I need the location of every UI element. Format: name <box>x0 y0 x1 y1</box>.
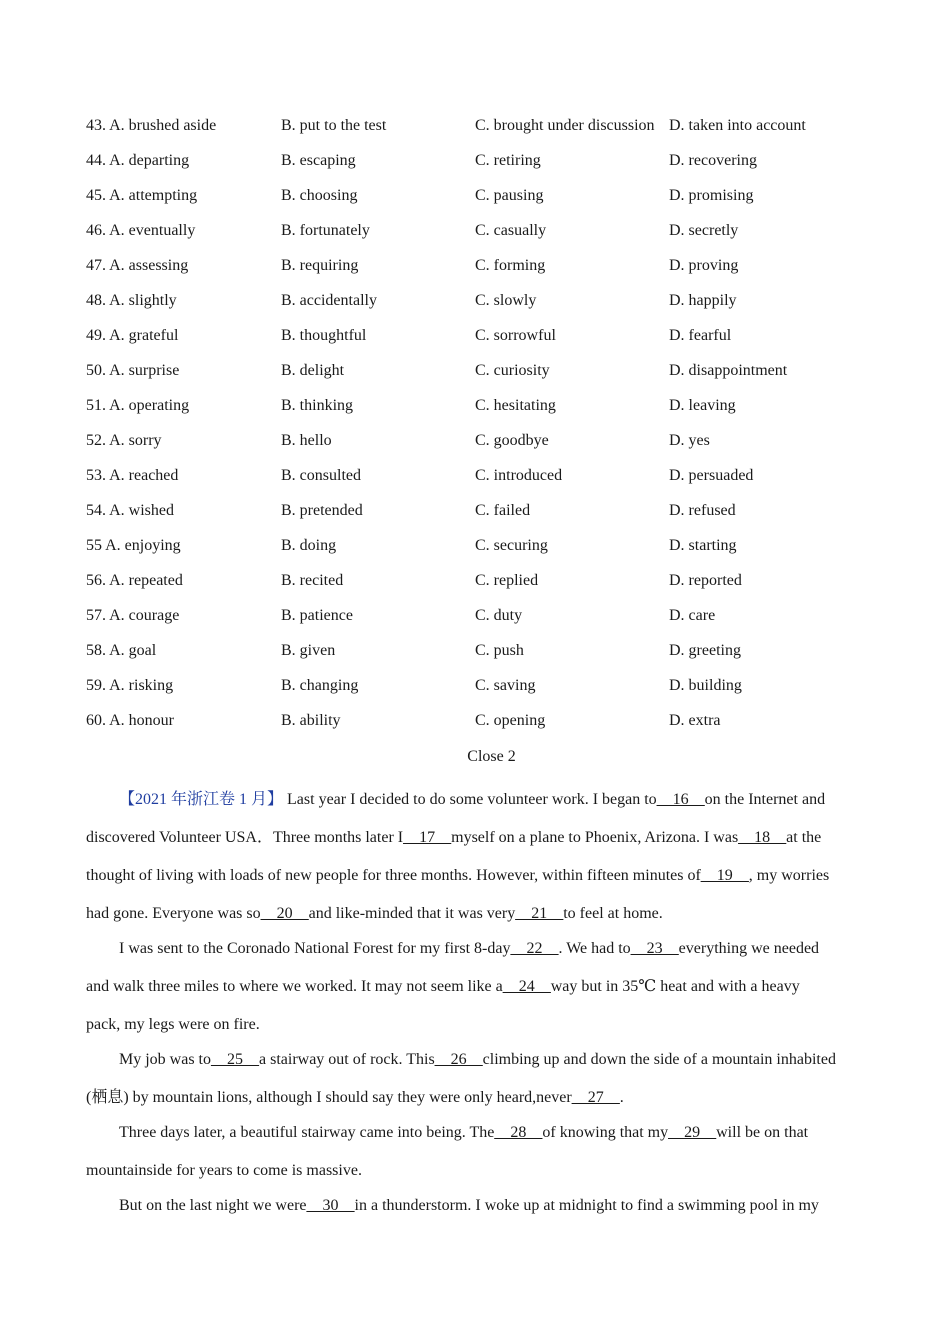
blank-17: __17__ <box>403 829 452 846</box>
question-row <box>86 605 886 640</box>
option-c: C. duty <box>475 607 523 624</box>
question-row <box>86 535 886 570</box>
option-b: B. put to the test <box>281 117 387 134</box>
text: and walk three miles to where we worked. It may not seem like a <box>86 978 503 995</box>
option-c: C. pausing <box>475 187 544 204</box>
option-c: C. sorrowful <box>475 327 556 344</box>
blank-29: __29__ <box>668 1124 717 1141</box>
question-row <box>86 150 886 185</box>
text: . <box>619 1089 624 1106</box>
option-b: B. thoughtful <box>281 327 367 344</box>
option-c: C. curiosity <box>475 362 550 379</box>
option-d: D. promising <box>669 187 754 204</box>
option-d: D. refused <box>669 502 736 519</box>
text: mountainside for years to come is massive. <box>86 1162 362 1179</box>
text: . We had to <box>558 940 631 957</box>
option-a: 58. A. goal <box>86 642 157 659</box>
option-d: D. persuaded <box>669 467 754 484</box>
option-d: D. disappointment <box>669 362 788 379</box>
question-row <box>86 360 886 395</box>
option-b: B. hello <box>281 432 332 449</box>
blank-28: __28__ <box>494 1124 543 1141</box>
question-row <box>86 675 886 710</box>
blank-16: __16__ <box>656 791 705 808</box>
source-tag: 【2021 年浙江卷 1 月】 <box>119 791 284 808</box>
option-a: 44. A. departing <box>86 152 190 169</box>
text: Three days later, a beautiful stairway came into being. The <box>119 1124 495 1141</box>
text: way but in 35℃ heat and with a heavy <box>550 978 800 995</box>
option-c: C. introduced <box>475 467 563 484</box>
question-row <box>86 325 886 360</box>
option-a: 50. A. surprise <box>86 362 180 379</box>
option-c: C. securing <box>475 537 548 554</box>
text: in a thunderstorm. I woke up at midnight to find a swimming pool in my <box>354 1197 819 1214</box>
option-c: C. saving <box>475 677 536 694</box>
option-c: C. replied <box>475 572 539 589</box>
option-b: B. changing <box>281 677 359 694</box>
option-a: 56. A. repeated <box>86 572 183 589</box>
blank-21: __21__ <box>515 905 564 922</box>
blank-25: __25__ <box>211 1051 259 1068</box>
text: I was sent to the Coronado National Forest for my first 8-day <box>119 940 511 957</box>
option-a: 54. A. wished <box>86 502 174 519</box>
option-b: B. requiring <box>281 257 359 274</box>
blank-30: __30__ <box>306 1197 355 1214</box>
option-a: 43. A. brushed aside <box>86 117 217 134</box>
question-row <box>86 185 886 220</box>
option-a: 60. A. honour <box>86 712 174 729</box>
option-b: B. ability <box>281 712 341 729</box>
question-row <box>86 290 886 325</box>
option-a: 55 A. enjoying <box>86 537 181 554</box>
option-a: 49. A. grateful <box>86 327 179 344</box>
paragraph-5 <box>86 1187 858 1225</box>
option-b: B. fortunately <box>281 222 370 239</box>
question-row <box>86 570 886 605</box>
question-row <box>86 395 886 430</box>
option-d: D. proving <box>669 257 739 274</box>
option-d: D. building <box>669 677 742 694</box>
option-c: C. opening <box>475 712 546 729</box>
option-c: C. casually <box>475 222 547 239</box>
text: and like-minded that it was very <box>308 905 516 922</box>
option-a: 46. A. eventually <box>86 222 196 239</box>
option-c: C. goodbye <box>475 432 549 449</box>
text: (栖息) by mountain lions, although I should say they were only heard,never <box>86 1089 572 1106</box>
option-d: D. fearful <box>669 327 732 344</box>
option-a: 47. A. assessing <box>86 257 189 274</box>
option-a: 59. A. risking <box>86 677 174 694</box>
section-title: Close 2 <box>467 748 516 765</box>
paragraph-2 <box>86 930 858 1044</box>
option-c: C. failed <box>475 502 531 519</box>
text: on the Internet and <box>704 791 826 808</box>
option-c: C. hesitating <box>475 397 556 414</box>
option-d: D. care <box>669 607 716 624</box>
question-row <box>86 115 886 150</box>
text: a stairway out of rock. This <box>259 1051 435 1068</box>
blank-27: __27__ <box>571 1089 620 1106</box>
option-d: D. extra <box>669 712 721 729</box>
paragraph-4 <box>86 1114 858 1190</box>
text: to feel at home. <box>563 905 663 922</box>
option-c: C. push <box>475 642 524 659</box>
option-b: B. doing <box>281 537 337 554</box>
option-a: 53. A. reached <box>86 467 179 484</box>
blank-26: __26__ <box>434 1051 483 1068</box>
question-row <box>86 220 886 255</box>
option-b: B. delight <box>281 362 345 379</box>
question-row <box>86 640 886 675</box>
option-d: D. leaving <box>669 397 736 414</box>
options-list <box>86 115 886 745</box>
blank-22: __22__ <box>510 940 559 957</box>
question-row <box>86 710 886 745</box>
question-row <box>86 255 886 290</box>
option-b: B. consulted <box>281 467 361 484</box>
option-d: D. reported <box>669 572 742 589</box>
option-b: B. patience <box>281 607 353 624</box>
text: discovered Volunteer USA．Three months later I <box>86 829 404 846</box>
paragraph-1 <box>86 781 858 933</box>
option-d: D. secretly <box>669 222 739 239</box>
option-b: B. escaping <box>281 152 356 169</box>
option-d: D. starting <box>669 537 737 554</box>
text: myself on a plane to Phoenix, Arizona. I was <box>451 829 739 846</box>
option-d: D. greeting <box>669 642 741 659</box>
blank-23: __23__ <box>630 940 679 957</box>
option-c: C. slowly <box>475 292 537 309</box>
question-row <box>86 430 886 465</box>
text: of knowing that my <box>542 1124 669 1141</box>
option-d: D. happily <box>669 292 737 309</box>
text: thought of living with loads of new people for three months. However, within fifteen minutes of <box>86 867 701 884</box>
question-row <box>86 500 886 535</box>
text: had gone. Everyone was so <box>86 905 261 922</box>
option-c: C. brought under discussion <box>475 117 655 134</box>
question-row <box>86 465 886 500</box>
text: But on the last night we were <box>119 1197 307 1214</box>
text: My job was to <box>119 1051 211 1068</box>
option-c: C. forming <box>475 257 546 274</box>
option-b: B. choosing <box>281 187 358 204</box>
option-a: 52. A. sorry <box>86 432 162 449</box>
option-a: 51. A. operating <box>86 397 190 414</box>
text: climbing up and down the side of a mountain inhabited <box>482 1051 836 1068</box>
option-b: B. accidentally <box>281 292 377 309</box>
option-b: B. given <box>281 642 336 659</box>
text: everything we needed <box>678 940 820 957</box>
option-b: B. thinking <box>281 397 354 414</box>
option-c: C. retiring <box>475 152 541 169</box>
blank-19: __19__ <box>700 867 749 884</box>
text: will be on that <box>716 1124 809 1141</box>
option-a: 45. A. attempting <box>86 187 198 204</box>
option-a: 48. A. slightly <box>86 292 177 309</box>
option-d: D. recovering <box>669 152 757 169</box>
option-d: D. yes <box>669 432 710 449</box>
option-b: B. pretended <box>281 502 363 519</box>
text: at the <box>786 829 822 846</box>
blank-18: __18__ <box>738 829 787 846</box>
text: , my worries <box>748 867 830 884</box>
cloze-passage <box>86 781 858 1222</box>
option-b: B. recited <box>281 572 344 589</box>
blank-24: __24__ <box>502 978 551 995</box>
option-a: 57. A. courage <box>86 607 180 624</box>
option-d: D. taken into account <box>669 117 806 134</box>
paragraph-3 <box>86 1041 858 1117</box>
text: Last year I decided to do some volunteer work. I began to <box>283 791 657 808</box>
text: pack, my legs were on fire. <box>86 1016 260 1033</box>
blank-20: __20__ <box>260 905 309 922</box>
